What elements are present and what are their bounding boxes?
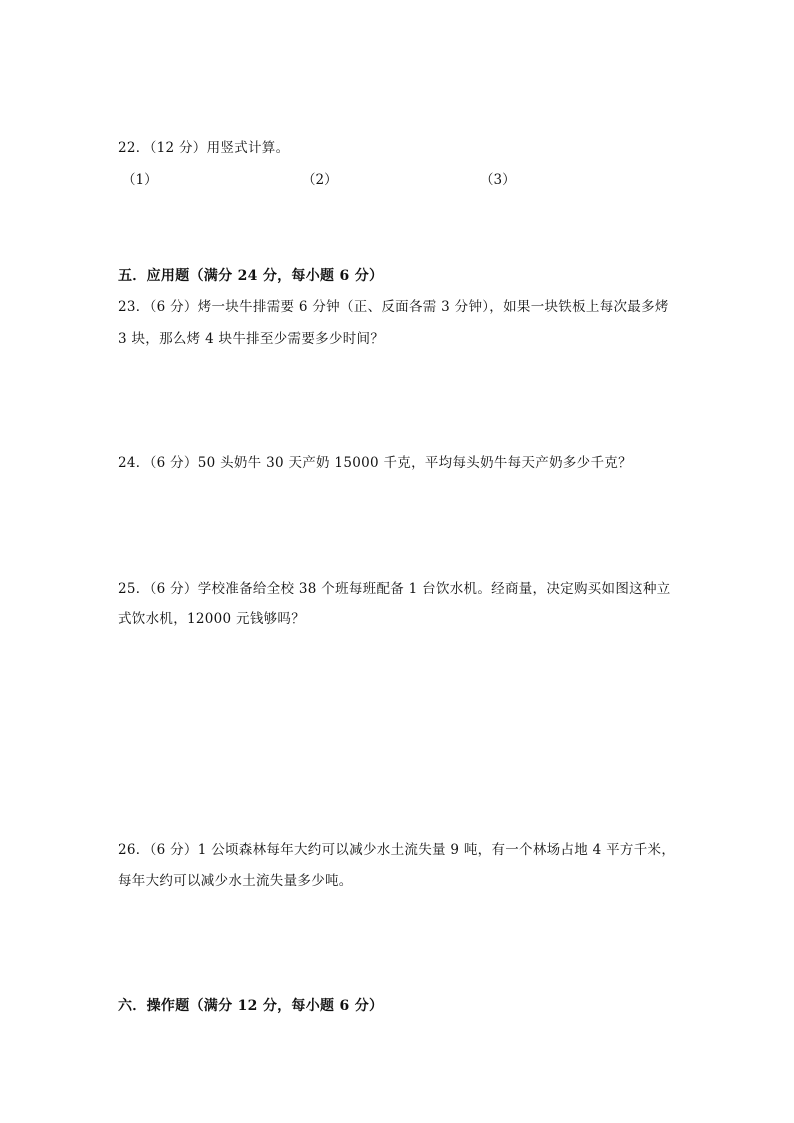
question-23-line-1: 23．（6 分）烤一块牛排需要 6 分钟（正、反面各需 3 分钟），如果一块铁板上每次最多烤 xyxy=(118,299,669,315)
question-26-line-1: 26．（6 分）1 公顷森林每年大约可以减少水土流失量 9 吨，有一个林场占地 4 平方千米， xyxy=(118,842,676,858)
question-22-part-2: （2） xyxy=(302,172,338,188)
question-22-part-3: （3） xyxy=(480,172,516,188)
section-6-heading: 六．操作题（满分 12 分，每小题 6 分） xyxy=(118,998,384,1014)
question-24-line-1: 24．（6 分）50 头奶牛 30 天产奶 15000 千克，平均每头奶牛每天产奶多少千克？ xyxy=(118,455,632,471)
question-25-line-1: 25．（6 分）学校准备给全校 38 个班每班配备 1 台饮水机。经商量，决定购买如图这种立 xyxy=(118,581,671,597)
question-22-part-1: （1） xyxy=(122,172,158,188)
question-25-line-2: 式饮水机，12000 元钱够吗？ xyxy=(118,611,306,627)
question-22-text: 22．（12 分）用竖式计算。 xyxy=(118,140,290,156)
section-5-heading: 五．应用题（满分 24 分，每小题 6 分） xyxy=(118,268,384,284)
question-23-line-2: 3 块，那么烤 4 块牛排至少需要多少时间？ xyxy=(118,331,385,347)
question-26-line-2: 每年大约可以减少水土流失量多少吨。 xyxy=(118,873,353,889)
